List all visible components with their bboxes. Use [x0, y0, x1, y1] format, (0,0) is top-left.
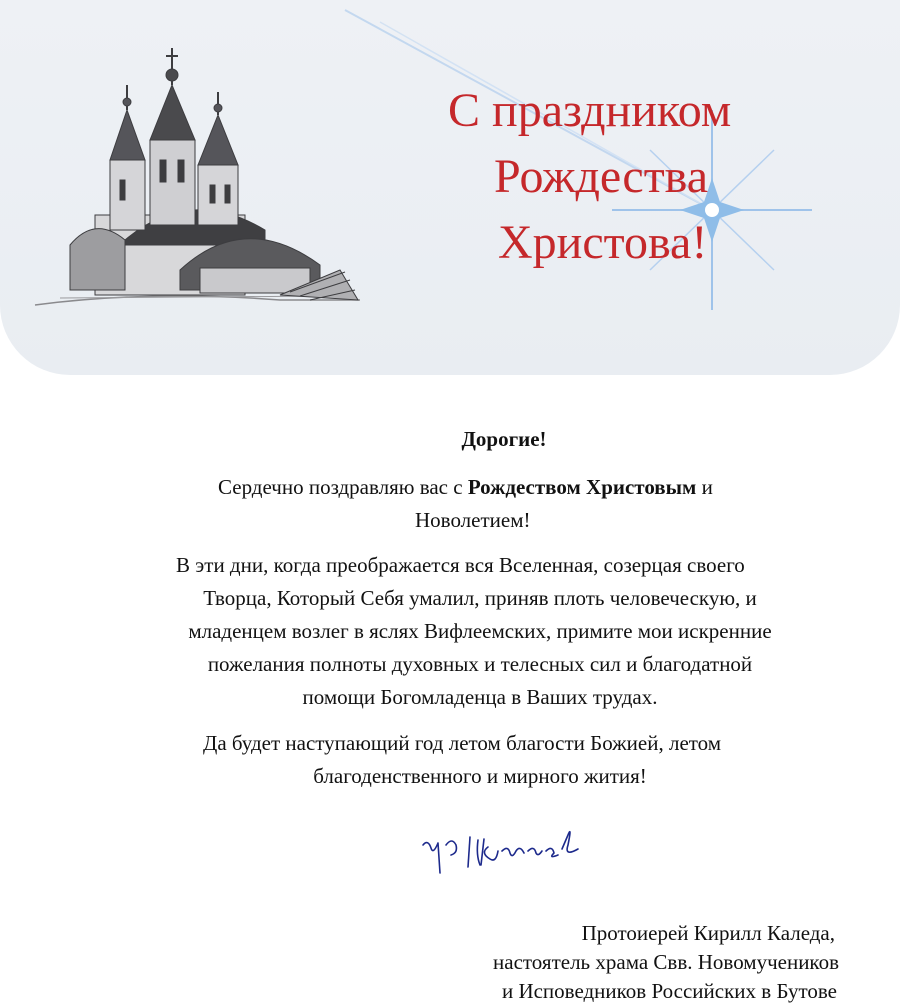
signatory-name: Протоиерей Кирилл Каледа,	[581, 921, 835, 945]
paragraph-2-line-5: помощи Богомладенца в Ваших трудах.	[302, 685, 658, 709]
paragraph-2-line-1: В эти дни, когда преображается вся Вселенная, созерцая своего	[176, 553, 745, 577]
greeting-title	[448, 78, 868, 276]
p1-bold: Рождеством Христовым	[467, 475, 697, 499]
handwritten-signature	[418, 815, 593, 895]
signatory-position: настоятель храма Свв. Новомучеников	[493, 950, 839, 974]
salutation: Дорогие!	[461, 427, 547, 451]
title-line-1: С праздником	[448, 84, 732, 137]
p1-text-post: и	[696, 475, 713, 499]
p1-text-pre: Сердечно поздравляю вас с	[218, 475, 468, 499]
header-banner	[0, 0, 900, 375]
paragraph-1-line-2: Новолетием!	[415, 508, 531, 532]
paragraph-3-line-1: Да будет наступающий год летом благости Божией, летом	[203, 731, 722, 755]
paragraph-2-line-2: Творца, Который Себя умалил, приняв плоть человеческую, и	[203, 586, 757, 610]
paragraph-1-line-1	[218, 471, 838, 504]
paragraph-3-line-2: благоденственного и мирного жития!	[313, 764, 647, 788]
paragraph-2-line-4: пожелания полноты духовных и телесных сил и благодатной	[207, 652, 753, 676]
title-line-3: Христова!	[498, 216, 708, 269]
title-line-2: Рождества	[494, 150, 709, 203]
signatory-parish: и Исповедников Российских в Бутове	[501, 979, 837, 1003]
paragraph-2-line-3: младенцем возлег в яслях Вифлеемских, примите мои искренние	[188, 619, 772, 643]
church-icon	[35, 48, 360, 305]
